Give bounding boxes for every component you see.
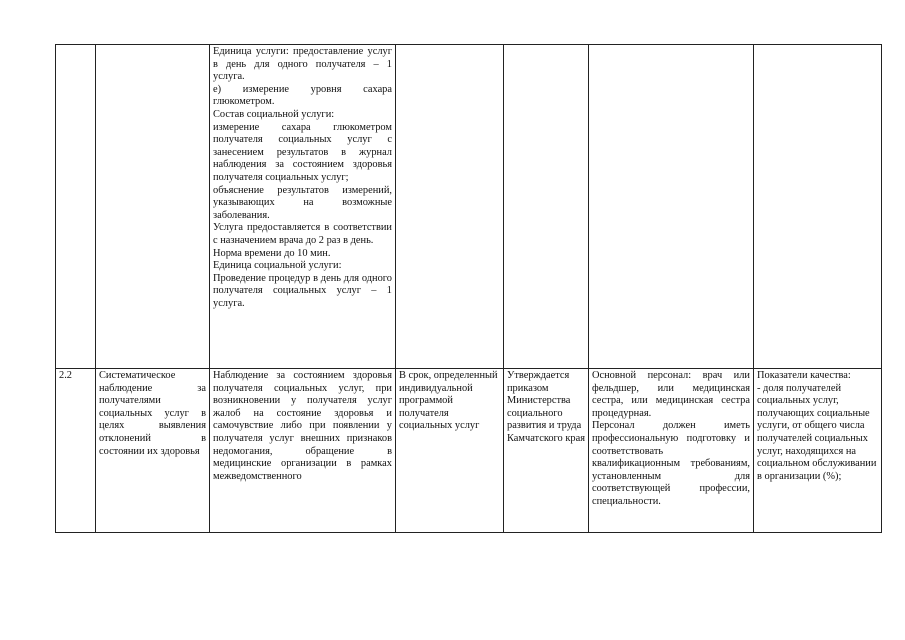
cell-conditions: [589, 369, 754, 533]
cell-service-name: [96, 369, 210, 533]
description-paragraph: е) измерение уровня сахара глюкометром.: [213, 83, 392, 108]
cell-quality: [754, 45, 882, 369]
cell-quality: [754, 369, 882, 533]
cell-term: В срок, определенный индивидуальной программой получателя социальных услуг: [396, 369, 504, 533]
cell-term: [396, 45, 504, 369]
cell-service-description: [210, 45, 396, 369]
description-paragraph: Состав социальной услуги:: [213, 108, 335, 120]
quality-text: Показатели качества: - доля получателей социальных услуг, получающих социальные услуги, от общего числа получателей социальных услуг, находящихся на социальном обслуживании в организации (%);: [757, 370, 877, 482]
description-paragraph: Норма времени до 10 мин.: [213, 247, 331, 259]
description-paragraph: объяснение результатов измерений, указывающих на возможные заболевания.: [213, 184, 392, 221]
cell-service-name: [96, 45, 210, 369]
description-paragraph: измерение сахара глюкометром получателя социальных услуг с занесением результатов в журнал наблюдения за состоянием здоровья получателя социальных услуг;: [213, 121, 392, 183]
description-paragraph: Единица социальной услуги:: [213, 260, 342, 272]
cell-cost: [504, 45, 589, 369]
service-name-text: Систематическое наблюдение за получателями социальных услуг в целях выявления отклонений в состоянии их здоровья: [99, 370, 206, 457]
cell-conditions: [589, 45, 754, 369]
table-row-2-2: [56, 369, 882, 533]
conditions-paragraph: Персонал должен иметь профессиональную подготовку и соответствовать квалификационным требованиям, установленным для соответствующей профессии, специальности.: [592, 420, 750, 507]
description-paragraph: Услуга предоставляется в соответствии с назначением врача до 2 раз в день.: [213, 222, 392, 246]
social-services-table: [55, 44, 882, 533]
conditions-paragraph: Основной персонал: врач или фельдшер, или медицинская сестра, или медицинская сестра процедурная.: [592, 370, 750, 419]
table-row-continued: [56, 45, 882, 369]
description-paragraph: Проведение процедур в день для одного получателя социальных услуг – 1 услуга.: [213, 272, 392, 309]
cell-cost: Утверждается приказом Министерства социального развития и труда Камчатского края: [504, 369, 589, 533]
cell-number: [56, 45, 96, 369]
cell-number: 2.2: [56, 369, 96, 533]
description-paragraph: Единица услуги: предоставление услуг в день для одного получателя – 1 услуга.: [213, 46, 392, 83]
cell-service-description: [210, 369, 396, 533]
description-text: Наблюдение за состоянием здоровья получателя социальных услуг, при возникновении у получателя услуг жалоб на состояние здоровья и самочувствие либо при появлении у получателя услуг внешних признаков недомогания, обращение в медицинские организации в рамках межведомственного: [213, 370, 392, 482]
